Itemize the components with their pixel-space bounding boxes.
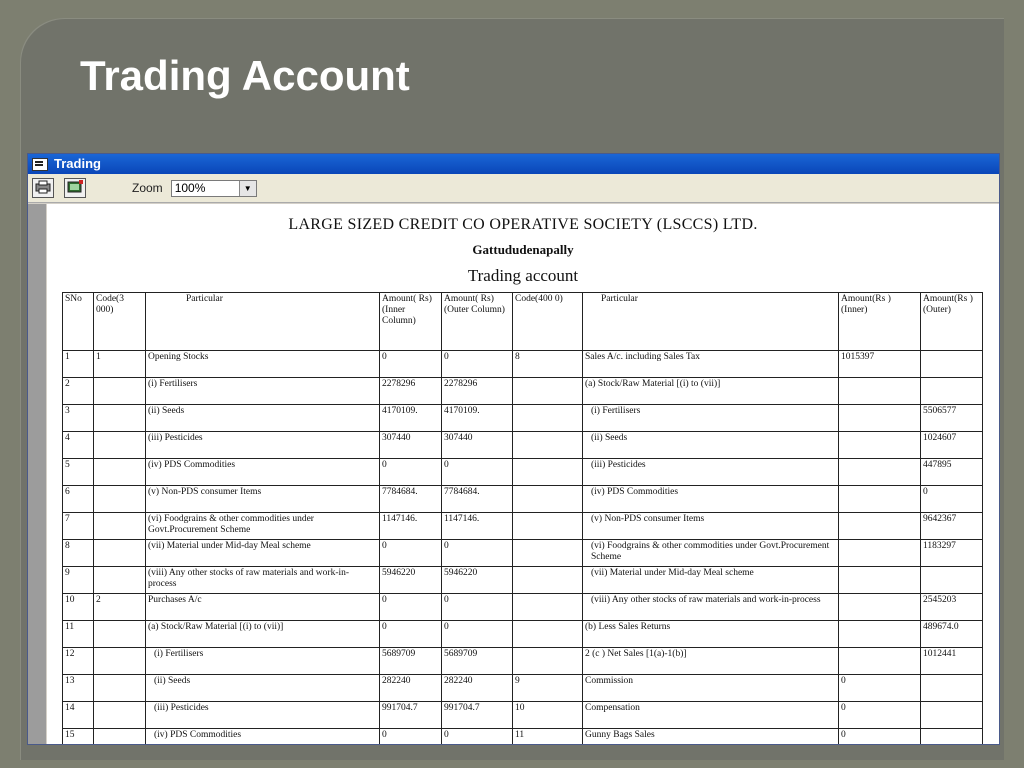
amount-inner-cell: 0 <box>839 702 921 729</box>
code-cell <box>513 567 583 594</box>
export-icon <box>67 180 83 197</box>
code-cell <box>94 729 146 745</box>
trading-window <box>27 153 1000 745</box>
amount-outer-cell: 0 <box>442 594 513 621</box>
table-row <box>63 432 983 459</box>
amount-inner-cell: 0 <box>380 540 442 567</box>
amount-outer-cell <box>921 675 983 702</box>
code-cell <box>513 621 583 648</box>
amount-outer-cell: 282240 <box>442 675 513 702</box>
code-cell <box>94 405 146 432</box>
code-cell: 11 <box>513 729 583 745</box>
particular-cell: (vi) Foodgrains & other commodities under Govt.Procurement Scheme <box>583 540 839 567</box>
amount-inner-cell: 991704.7 <box>380 702 442 729</box>
amount-inner-cell: 1015397 <box>839 351 921 378</box>
sno-cell: 13 <box>63 675 94 702</box>
column-header: Code(400 0) <box>513 293 583 351</box>
particular-cell: (ii) Seeds <box>583 432 839 459</box>
particular-cell: (iv) PDS Commodities <box>146 729 380 745</box>
amount-outer-cell <box>921 351 983 378</box>
particular-cell: 2 (c ) Net Sales [1(a)-1(b)] <box>583 648 839 675</box>
amount-outer-cell: 1183297 <box>921 540 983 567</box>
sno-cell: 7 <box>63 513 94 540</box>
amount-outer-cell: 0 <box>921 486 983 513</box>
column-header: Code(3 000) <box>94 293 146 351</box>
particular-cell: (v) Non-PDS consumer Items <box>146 486 380 513</box>
column-header: Amount(Rs ) (Outer) <box>921 293 983 351</box>
trading-account-table <box>62 292 983 744</box>
amount-inner-cell: 4170109. <box>380 405 442 432</box>
report-heading: LARGE SIZED CREDIT CO OPERATIVE SOCIETY (LSCCS) LTD. <box>288 216 758 233</box>
amount-inner-cell: 307440 <box>380 432 442 459</box>
column-header: Amount(Rs ) (Inner) <box>839 293 921 351</box>
amount-outer-cell: 307440 <box>442 432 513 459</box>
particular-cell: (vi) Foodgrains & other commodities under Govt.Procurement Scheme <box>146 513 380 540</box>
amount-inner-cell: 0 <box>380 459 442 486</box>
table-row <box>63 540 983 567</box>
code-cell <box>94 648 146 675</box>
amount-inner-cell <box>839 378 921 405</box>
code-cell <box>513 432 583 459</box>
dropdown-arrow-icon[interactable]: ▼ <box>239 181 256 196</box>
amount-outer-cell: 5689709 <box>442 648 513 675</box>
table-row <box>63 675 983 702</box>
particular-cell: (iv) PDS Commodities <box>146 459 380 486</box>
amount-outer-cell <box>921 702 983 729</box>
code-cell <box>94 486 146 513</box>
particular-cell: Gunny Bags Sales <box>583 729 839 745</box>
particular-cell: Commission <box>583 675 839 702</box>
sno-cell: 8 <box>63 540 94 567</box>
amount-inner-cell <box>839 513 921 540</box>
table-row <box>63 594 983 621</box>
print-button[interactable] <box>32 178 54 198</box>
code-cell <box>513 378 583 405</box>
left-margin <box>28 204 46 744</box>
amount-outer-cell <box>921 567 983 594</box>
amount-inner-cell: 5946220 <box>380 567 442 594</box>
zoom-label: Zoom <box>132 181 163 195</box>
window-title: Trading <box>54 156 101 171</box>
amount-outer-cell: 1147146. <box>442 513 513 540</box>
amount-inner-cell <box>839 648 921 675</box>
amount-inner-cell <box>839 486 921 513</box>
code-cell <box>94 621 146 648</box>
amount-inner-cell: 282240 <box>380 675 442 702</box>
amount-inner-cell <box>839 594 921 621</box>
code-cell <box>513 594 583 621</box>
sno-cell: 12 <box>63 648 94 675</box>
slide-title: Trading Account <box>80 52 410 99</box>
particular-cell: (i) Fertilisers <box>583 405 839 432</box>
column-header: SNo <box>63 293 94 351</box>
amount-outer-cell <box>921 729 983 745</box>
code-cell <box>94 513 146 540</box>
amount-outer-cell: 447895 <box>921 459 983 486</box>
amount-inner-cell: 0 <box>380 729 442 745</box>
code-cell <box>94 432 146 459</box>
sno-cell: 3 <box>63 405 94 432</box>
window-titlebar[interactable] <box>28 154 999 174</box>
code-cell: 1 <box>94 351 146 378</box>
zoom-select[interactable] <box>171 180 257 197</box>
column-header: Particular <box>583 293 839 351</box>
amount-outer-cell: 4170109. <box>442 405 513 432</box>
particular-cell: (vii) Material under Mid-day Meal scheme <box>146 540 380 567</box>
particular-cell: (iv) PDS Commodities <box>583 486 839 513</box>
particular-cell: (a) Stock/Raw Material [(i) to (vii)] <box>146 621 380 648</box>
table-row <box>63 702 983 729</box>
table-row <box>63 729 983 745</box>
code-cell <box>94 459 146 486</box>
table-row <box>63 567 983 594</box>
code-cell <box>94 540 146 567</box>
amount-outer-cell: 0 <box>442 351 513 378</box>
amount-inner-cell <box>839 621 921 648</box>
amount-outer-cell: 5946220 <box>442 567 513 594</box>
amount-inner-cell: 1147146. <box>380 513 442 540</box>
sno-cell: 10 <box>63 594 94 621</box>
amount-inner-cell <box>839 540 921 567</box>
amount-outer-cell: 991704.7 <box>442 702 513 729</box>
amount-outer-cell: 2278296 <box>442 378 513 405</box>
column-header: Amount( Rs) (Outer Column) <box>442 293 513 351</box>
table-row <box>63 459 983 486</box>
sno-cell: 6 <box>63 486 94 513</box>
amount-inner-cell: 7784684. <box>380 486 442 513</box>
particular-cell: (iii) Pesticides <box>146 432 380 459</box>
amount-outer-cell <box>921 378 983 405</box>
amount-outer-cell: 5506577 <box>921 405 983 432</box>
amount-inner-cell <box>839 405 921 432</box>
window-icon <box>32 158 48 171</box>
amount-outer-cell: 7784684. <box>442 486 513 513</box>
code-cell: 9 <box>513 675 583 702</box>
particular-cell: (b) Less Sales Returns <box>583 621 839 648</box>
export-button[interactable] <box>64 178 86 198</box>
sno-cell: 2 <box>63 378 94 405</box>
amount-outer-cell: 0 <box>442 621 513 648</box>
table-row <box>63 486 983 513</box>
particular-cell: (viii) Any other stocks of raw materials and work-in-process <box>146 567 380 594</box>
code-cell <box>513 486 583 513</box>
amount-outer-cell: 1024607 <box>921 432 983 459</box>
amount-inner-cell <box>839 459 921 486</box>
particular-cell: (viii) Any other stocks of raw materials and work-in-process <box>583 594 839 621</box>
amount-inner-cell: 0 <box>380 351 442 378</box>
code-cell <box>513 513 583 540</box>
report-title: Trading account <box>467 266 579 285</box>
toolbar <box>28 174 999 203</box>
code-cell <box>94 702 146 729</box>
column-header: Particular <box>146 293 380 351</box>
report-page <box>47 204 999 744</box>
particular-cell: (i) Fertilisers <box>146 378 380 405</box>
code-cell <box>513 540 583 567</box>
print-icon <box>35 180 51 197</box>
sno-cell: 1 <box>63 351 94 378</box>
particular-cell: (i) Fertilisers <box>146 648 380 675</box>
particular-cell: (iii) Pesticides <box>146 702 380 729</box>
amount-inner-cell: 0 <box>839 675 921 702</box>
amount-outer-cell: 0 <box>442 729 513 745</box>
amount-inner-cell: 2278296 <box>380 378 442 405</box>
amount-outer-cell: 0 <box>442 540 513 567</box>
amount-inner-cell <box>839 432 921 459</box>
sno-cell: 11 <box>63 621 94 648</box>
amount-inner-cell <box>839 567 921 594</box>
particular-cell: Purchases A/c <box>146 594 380 621</box>
particular-cell: (a) Stock/Raw Material [(i) to (vii)] <box>583 378 839 405</box>
particular-cell: Compensation <box>583 702 839 729</box>
particular-cell: (vii) Material under Mid-day Meal scheme <box>583 567 839 594</box>
table-row <box>63 351 983 378</box>
particular-cell: Sales A/c. including Sales Tax <box>583 351 839 378</box>
particular-cell: (ii) Seeds <box>146 675 380 702</box>
particular-cell: (v) Non-PDS consumer Items <box>583 513 839 540</box>
table-header-row <box>63 293 983 351</box>
sno-cell: 14 <box>63 702 94 729</box>
code-cell: 8 <box>513 351 583 378</box>
amount-outer-cell: 1012441 <box>921 648 983 675</box>
table-row <box>63 378 983 405</box>
report-subheading: Gattududenapally <box>472 242 574 257</box>
sno-cell: 9 <box>63 567 94 594</box>
code-cell <box>94 567 146 594</box>
code-cell: 10 <box>513 702 583 729</box>
code-cell <box>513 459 583 486</box>
amount-outer-cell: 2545203 <box>921 594 983 621</box>
particular-cell: Opening Stocks <box>146 351 380 378</box>
sno-cell: 4 <box>63 432 94 459</box>
amount-inner-cell: 0 <box>839 729 921 745</box>
sno-cell: 5 <box>63 459 94 486</box>
table-row <box>63 513 983 540</box>
table-row <box>63 405 983 432</box>
amount-outer-cell: 489674.0 <box>921 621 983 648</box>
amount-inner-cell: 5689709 <box>380 648 442 675</box>
table-row <box>63 621 983 648</box>
amount-inner-cell: 0 <box>380 621 442 648</box>
sno-cell: 15 <box>63 729 94 745</box>
zoom-value: 100% <box>174 181 206 195</box>
amount-inner-cell: 0 <box>380 594 442 621</box>
code-cell <box>94 675 146 702</box>
table-row <box>63 648 983 675</box>
amount-outer-cell: 9642367 <box>921 513 983 540</box>
code-cell <box>513 405 583 432</box>
amount-outer-cell: 0 <box>442 459 513 486</box>
code-cell: 2 <box>94 594 146 621</box>
code-cell <box>94 378 146 405</box>
column-header: Amount( Rs) (Inner Column) <box>380 293 442 351</box>
code-cell <box>513 648 583 675</box>
particular-cell: (ii) Seeds <box>146 405 380 432</box>
particular-cell: (iii) Pesticides <box>583 459 839 486</box>
